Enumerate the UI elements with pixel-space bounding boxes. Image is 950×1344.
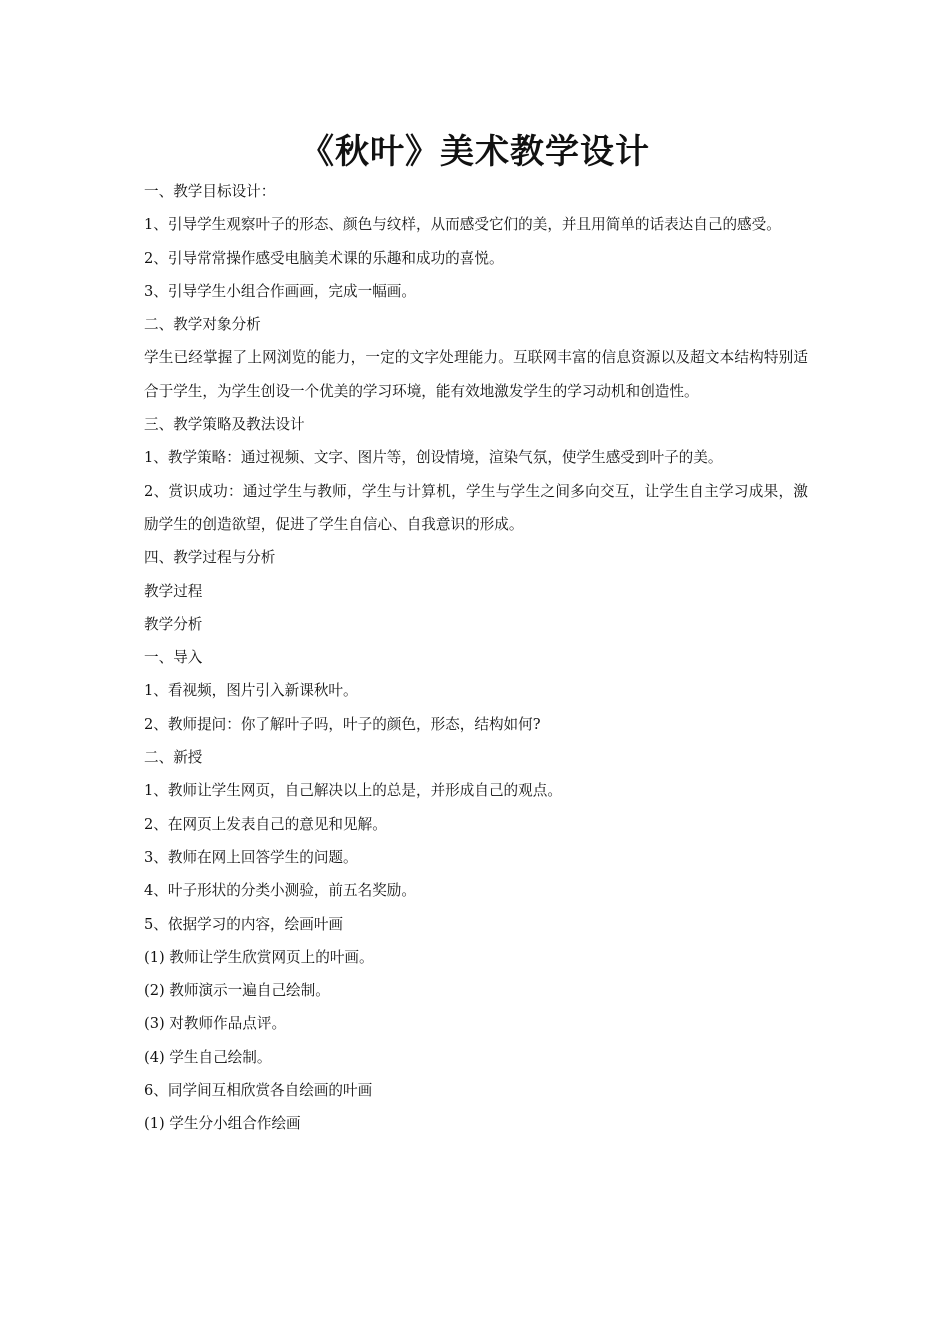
subheading-process: 教学过程 <box>144 582 203 600</box>
document-title: 《秋叶》美术教学设计 <box>300 132 650 172</box>
lesson-item-6: 6、同学间互相欣赏各自绘画的叶画 <box>144 1082 373 1100</box>
section-heading-strategy: 三、教学策略及教法设计 <box>144 416 305 434</box>
lesson-item-1: 1、教师让学生网页，自己解决以上的总是，并形成自己的观点。 <box>144 782 562 800</box>
strategy-item-1: 1、教学策略：通过视频、文字、图片等，创设情境，渲染气氛，使学生感受到叶子的美。 <box>144 449 723 467</box>
lesson-subitem-5-3: (3) 对教师作品点评。 <box>144 1015 287 1033</box>
lesson-item-2: 2、在网页上发表自己的意见和见解。 <box>144 815 387 833</box>
audience-paragraph: 学生已经掌握了上网浏览的能力，一定的文字处理能力。互联网丰富的信息资源以及超文本结构特别适合于学生，为学生创设一个优美的学习环境，能有效地激发学生的学习动机和创造性。 <box>144 349 808 400</box>
intro-item-1: 1、看视频，图片引入新课秋叶。 <box>144 682 358 700</box>
lesson-item-5: 5、依据学习的内容，绘画叶画 <box>144 915 344 933</box>
section-heading-process: 四、教学过程与分析 <box>144 549 276 567</box>
lesson-subitem-5-2: (2) 教师演示一遍自己绘制。 <box>144 982 330 1000</box>
document-body <box>144 175 808 1141</box>
lesson-subitem-5-1: (1) 教师让学生欣赏网页上的叶画。 <box>144 948 374 966</box>
subheading-analysis: 教学分析 <box>144 615 203 633</box>
objective-item-2: 2、引导常常操作感受电脑美术课的乐趣和成功的喜悦。 <box>144 249 504 267</box>
lesson-subitem-5-4: (4) 学生自己绘制。 <box>144 1048 272 1066</box>
lesson-item-3: 3、教师在网上回答学生的问题。 <box>144 848 358 866</box>
step-heading-new-lesson: 二、新授 <box>144 749 203 767</box>
lesson-item-4: 4、叶子形状的分类小测验，前五名奖励。 <box>144 882 416 900</box>
objective-item-3: 3、引导学生小组合作画画，完成一幅画。 <box>144 282 416 300</box>
objective-item-1: 1、引导学生观察叶子的形态、颜色与纹样，从而感受它们的美，并且用简单的话表达自己的感受。 <box>144 216 781 234</box>
step-heading-intro: 一、导入 <box>144 649 203 667</box>
section-heading-objectives: 一、教学目标设计： <box>144 183 276 200</box>
lesson-subitem-6-1: (1) 学生分小组合作绘画 <box>144 1115 301 1133</box>
section-heading-audience: 二、教学对象分析 <box>144 316 261 334</box>
intro-item-2: 2、教师提问：你了解叶子吗，叶子的颜色，形态，结构如何? <box>144 715 541 733</box>
strategy-item-2: 2、赏识成功：通过学生与教师，学生与计算机，学生与学生之间多向交互，让学生自主学习成果，激励学生的创造欲望，促进了学生自信心、自我意识的形成。 <box>144 482 808 533</box>
